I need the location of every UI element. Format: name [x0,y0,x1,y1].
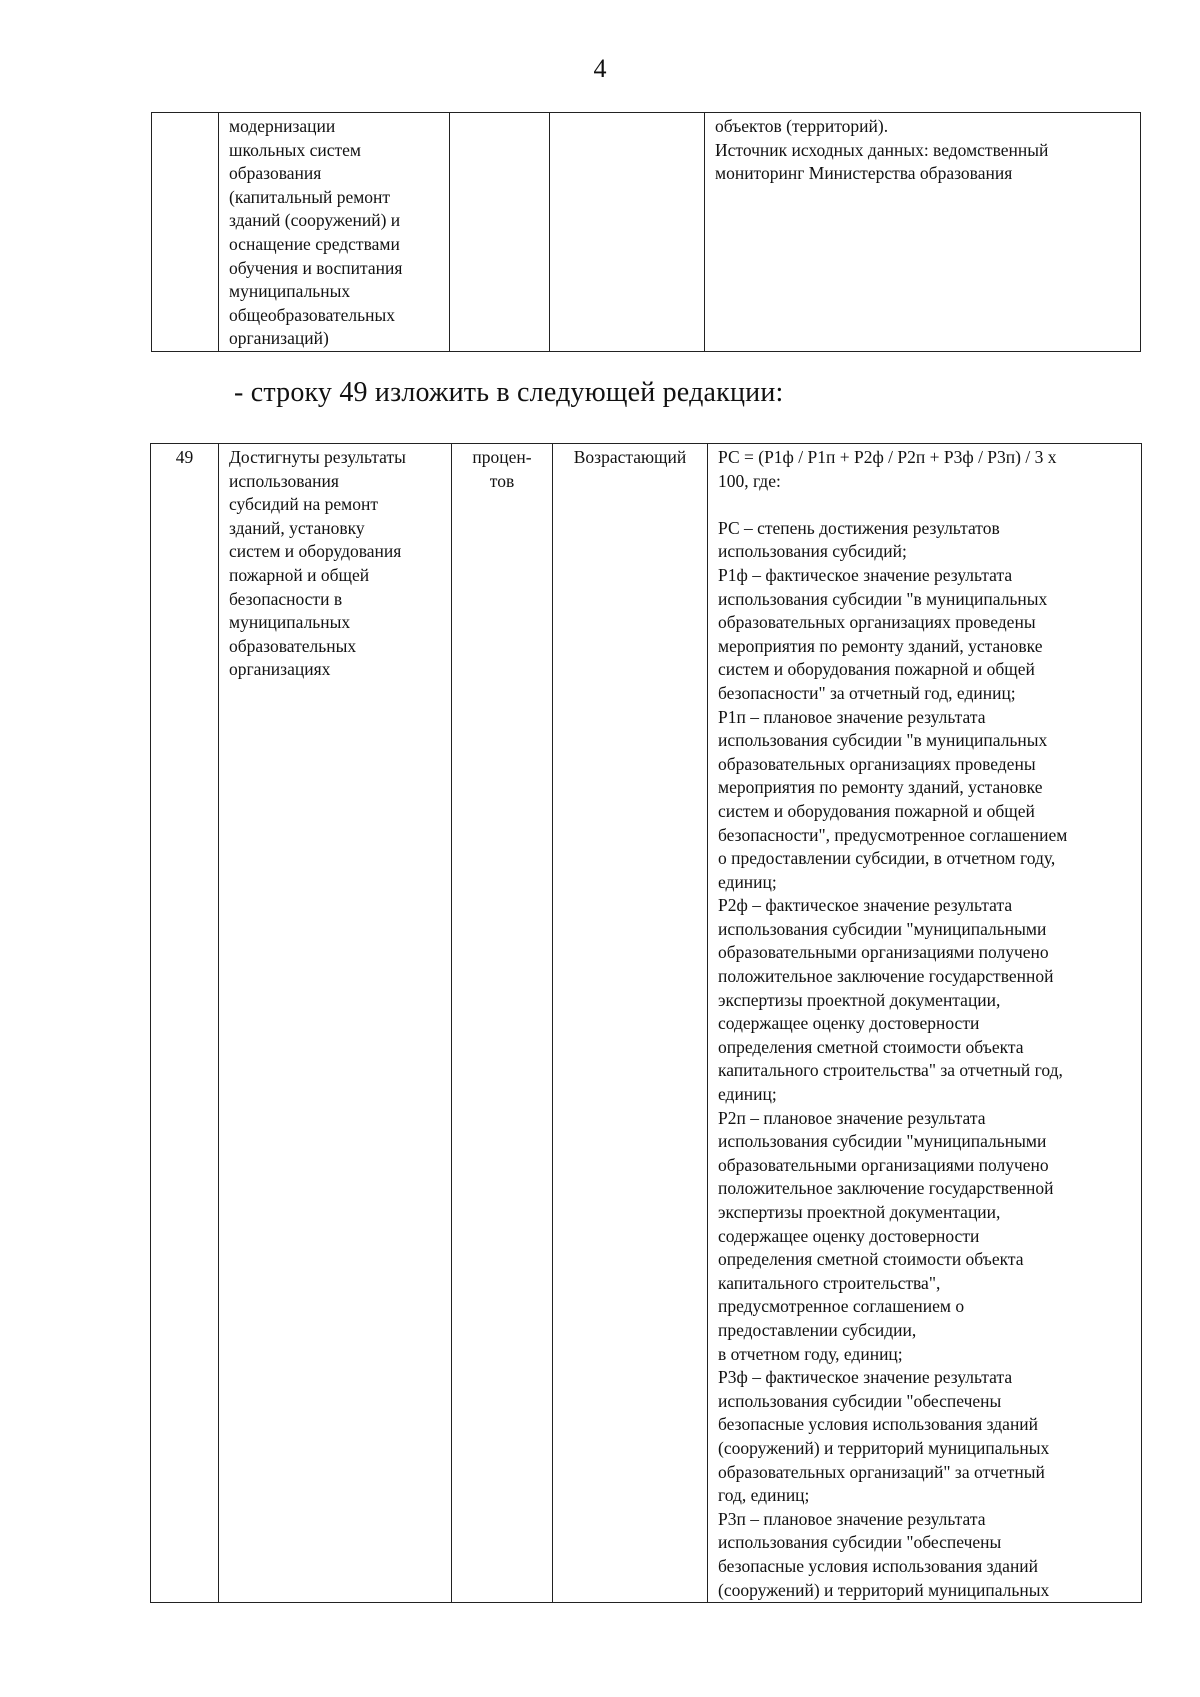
formula: РС = (Р1ф / Р1п + Р2ф / Р2п + Р3ф / Р3п) / 3 х 100, где: [718,447,1057,491]
cell-direction: Возрастающий [553,444,708,1603]
cell-unit [450,113,550,352]
spacer [718,493,1131,517]
table-row-49 [150,443,1142,1603]
formula-definitions: РС – степень достижения результатов использования субсидий; Р1ф – фактическое значение результата использования субсидии "в муниципальных образовательных организациях проведены мероприятия по ремонту зданий, установке систем и оборудования пожарной и общей безопасности" за отчетный год, единиц; Р1п – плановое значение результата использования субсидии "в муниципальных образовательных организациях проведены мероприятия по ремонту зданий, установке систем и оборудования пожарной и общей безопасности", предусмотренное соглашением о предоставлении субсидии, в отчетном году, единиц; Р2ф – фактическое значение результата использования субсидии "муниципальными образовательными организациями получено положительное заключение государственной экспертизы проектной документации, содержащее оценку достоверности определения сметной стоимости объекта капитального строительства" за отчетный год, единиц; Р2п – плановое значение результата использования субсидии "муниципальными образовательными организациями получено положительное заключение государственной экспертизы проектной документации, содержащее оценку достоверности определения сметной стоимости объекта капитального строительства", предусмотренное соглашением о предоставлении субсидии, в отчетном году, единиц; Р3ф – фактическое значение результата использования субсидии "обеспечены безопасные условия использования зданий (сооружений) и территорий муниципальных образовательных организаций" за отчетный год, единиц; Р3п – плановое значение результата использования субсидии "обеспечены безопасные условия использования зданий (сооружений) и территорий муниципальных [718,517,1068,1600]
cell-indicator-name: модернизации школьных систем образования (капитальный ремонт зданий (сооружений) и оснащение средствами обучения и воспитания муниципальных общеобразовательных организаций) [219,113,450,352]
cell-indicator-name: Достигнуты результаты использования субсидий на ремонт зданий, установку систем и оборудования пожарной и общей безопасности в муниципальных образовательных организациях [219,444,452,1603]
table-row [152,113,1141,352]
cell-direction [550,113,705,352]
table-row [151,444,1142,1603]
table-top-continuation [151,112,1141,352]
cell-unit: процен- тов [452,444,553,1603]
cell-number: 49 [151,444,219,1603]
section-heading: - строку 49 изложить в следующей редакции: [234,377,784,408]
page-number: 4 [593,54,607,83]
cell-calculation-method: объектов (территорий). Источник исходных данных: ведомственный мониторинг Министерства образования [705,113,1141,352]
cell-number [152,113,219,352]
cell-calculation-method [708,444,1142,1603]
